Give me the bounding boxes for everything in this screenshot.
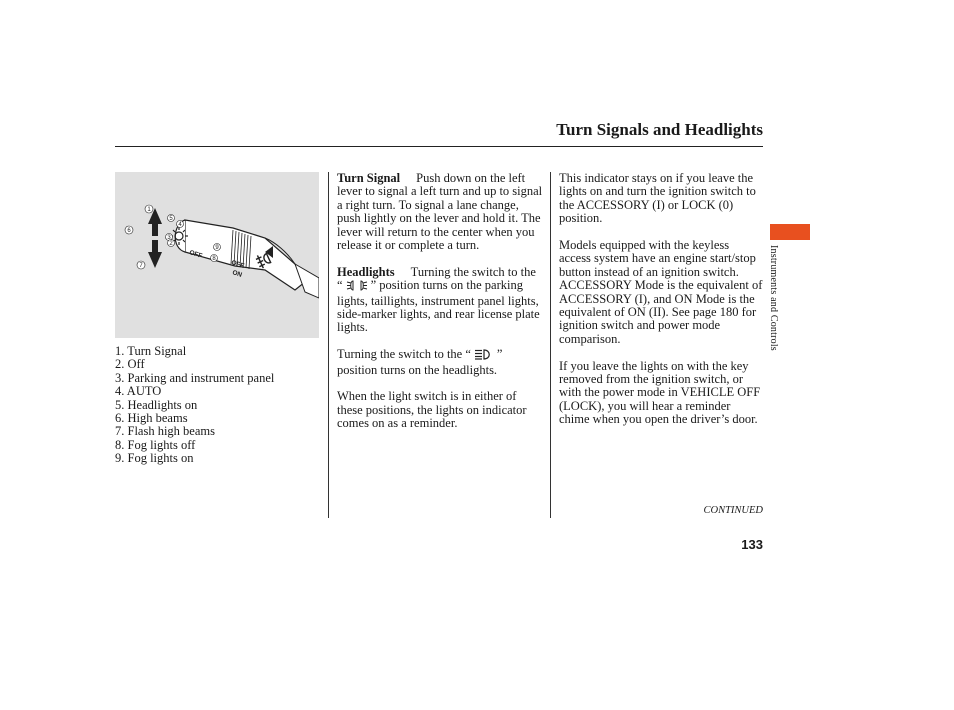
switch-label-off-1: OFF [188,249,203,260]
legend-item: 8. Fog lights off [115,437,196,452]
column-2 [337,172,543,444]
column-3 [559,172,763,440]
page-title: Turn Signals and Headlights [556,120,763,139]
callout-5: 5 [169,216,173,222]
callout-2: 2 [169,241,173,247]
turn-signal-paragraph [337,172,543,252]
legend-item: 4. AUTO [115,384,162,399]
legend-item: 2. Off [115,357,145,372]
section-tab-marker [770,224,810,240]
turning-text-a: Turning the switch to the “ [337,347,471,362]
headlights-heading: Headlights [337,264,395,279]
page-number: 133 [741,537,763,552]
indicator-paragraph: When the light switch is in either of these positions, the lights on indicator comes on as a reminder. [337,389,527,431]
turn-signal-lever-illustration [115,172,319,338]
turn-signal-heading: Turn Signal [337,171,401,185]
headlight-icon [474,349,494,363]
figure-legend [115,345,274,466]
reminder-paragraph: If you leave the lights on with the key removed from the ignition switch, or with the power mode in VEHICLE OFF (LOCK), you will hear a reminder chime when you open the driver’s door. [559,358,761,427]
indicator-stays-paragraph: This indicator stays on if you leave the lights on and turn the ignition switch to the ACCESSORY (I) or LOCK (0) position. [559,171,756,226]
title-rule [115,146,763,147]
headlights-text-a: Turning the switch to the “ [337,264,536,293]
callout-4: 4 [178,222,182,228]
column-divider-right [550,172,551,518]
column-divider-left [328,172,329,518]
headlights-text-b: ” position turns on the parking lights, taillights, instrument panel lights, side-marker lights, and rear license plate lights. [337,278,540,335]
keyless-paragraph: Models equipped with the keyless access system have an engine start/stop button instead of an ignition switch. ACCESSORY Mode is the equivalent of ACCESSORY (I), and ON Mode is the equivalent of ON (II). See page 180 for ignition switch and power mode comparison. [559,238,763,346]
parking-light-icon [346,280,368,294]
switch-label-on: ON [231,269,243,279]
turn-signal-text: Push down on the left lever to signal a left turn and up to signal a right turn. To signal a lane change, push lightly on the lever and hold it. The lever will return to the center when you release it or complete a turn. [337,171,543,253]
switch-label-off-2: OFF [230,259,245,270]
turning-text-b: ” position turns on the headlights. [337,347,503,377]
legend-item: 5. Headlights on [115,397,198,412]
headlights-paragraph [337,266,543,335]
callout-8: 8 [212,256,216,262]
callout-1: 1 [147,207,151,213]
callout-6: 6 [127,228,131,234]
legend-item: 6. High beams [115,411,188,426]
turning-paragraph [337,348,543,377]
legend-item: 7. Flash high beams [115,424,215,439]
callout-3: 3 [167,235,171,241]
callout-9: 9 [215,245,219,251]
legend-item: 3. Parking and instrument panel [115,370,275,385]
lever-figure [115,172,319,338]
legend-item: 1. Turn Signal [115,344,187,358]
callout-7: 7 [139,263,143,269]
section-tab-label: Instruments and Controls [768,245,779,351]
continued-label: CONTINUED [703,505,763,516]
legend-item: 9. Fog lights on [115,451,194,466]
